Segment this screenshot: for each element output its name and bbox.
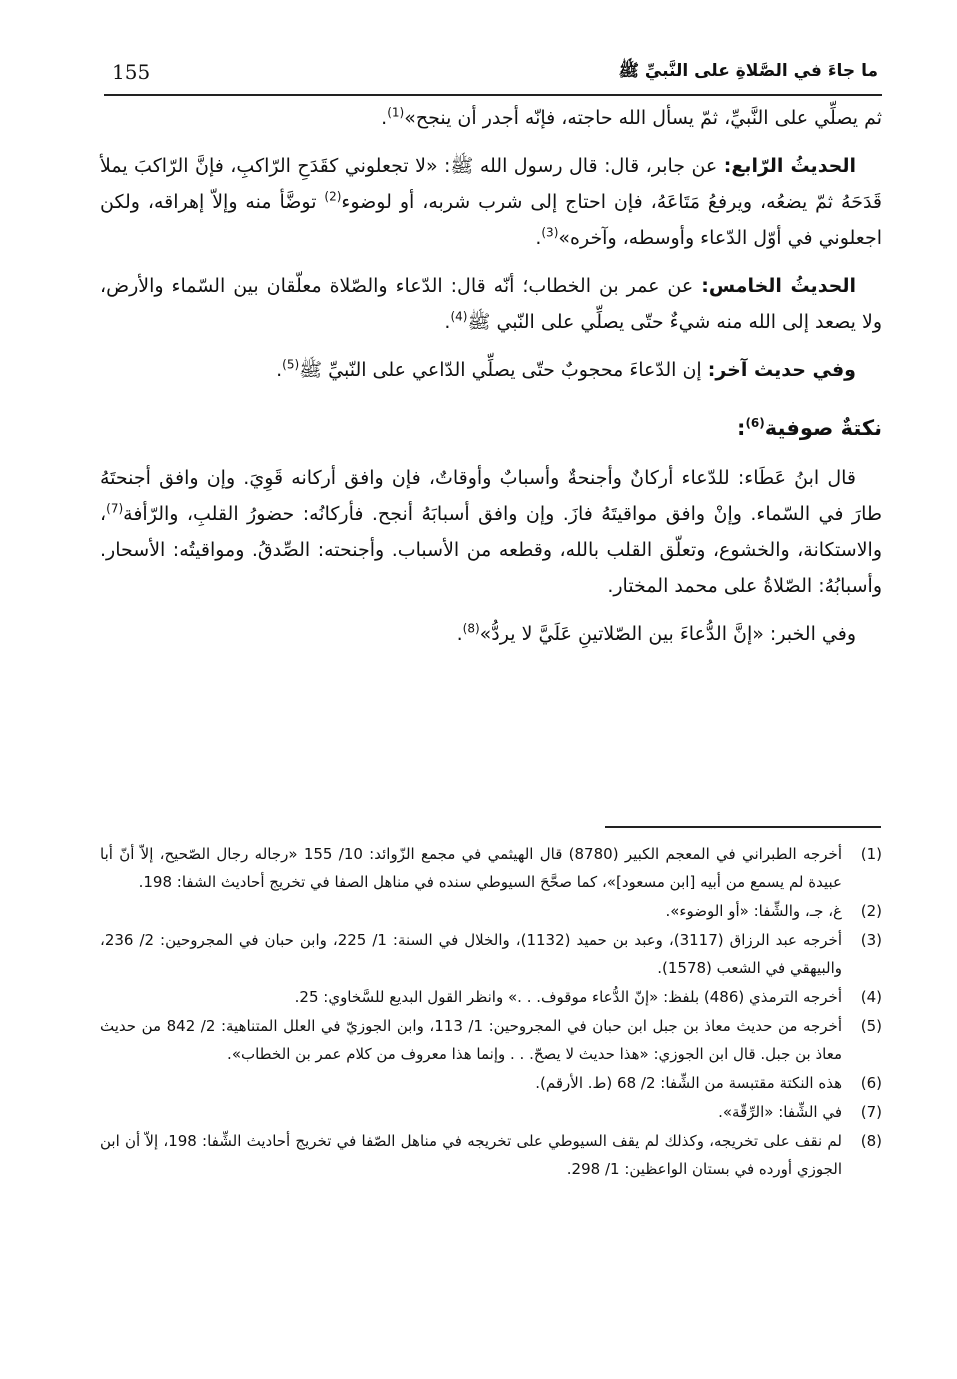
page-number: 155 [112,60,151,84]
paragraph-tail: . [381,107,388,129]
paragraph-tail: . [276,359,283,381]
hadith-label: الحديثُ الرّابع: [723,155,857,177]
footnote-text: أخرجه الترمذي (486) بلفظ: «إنّ الدُّعاء موقوف. . .» وانظر القول البديع للسَّخاوي: 25. [294,988,842,1006]
footnote-text: أخرجه الطبراني في المعجم الكبير (8780) قال الهيثمي في مجمع الزّوائد: 10/ 155 «رجاله رجال الصّحيح، إلاّ أنّ أبا عبيدة لم يسمع من أبيه [ابن مسعود]»، كما صحَّحَ السيوطي سنده في مناهل الصفا في تخريج أحاديث الشفا: 198. [100,845,842,891]
paragraph-text: عن جابر، قال: قال رسول الله ﷺ: «لا تجعلوني كقَدَحِ الرّاكبِ، فإنَّ الرّاكبَ يملأ قَدَحَهُ ثمّ يضعُه، ويرفعُ مَتَاعَهُ، فإن احتاج إلى شرب شربه، أو لوضوء [100,155,882,213]
footnote-number: (7) [860,1103,882,1121]
footnote-text: أخرجه من حديث معاذ بن جبل ابن حبان في المجروحين: 1/ 113، وابن الجوزيّ في العلل المتناهية: 2/ 842 من حديث معاذ بن جبل. قال ابن الجوزي: «هذا حديث لا يصحّ. . . وإنما هذا معروف من كلام عمر بن الخطاب». [100,1017,843,1063]
khabar-paragraph [100,616,882,652]
paragraph-tail: . [456,623,463,645]
footnote-text: أخرجه عبد الرزاق (3117)، وعبد بن حميد (1132)، والخلال في السنة: 1/ 225، وابن حبان في المجروحين: 2/ 236، والبيهقي في الشعب (1578). [100,931,842,977]
footnote-item [100,1127,882,1183]
section-heading-text: نكتةٌ صوفية [764,416,882,440]
footnote-number: (3) [860,931,882,949]
footnote-number: (6) [860,1074,882,1092]
main-text [100,100,882,652]
paragraph-text: إن الدّعاءَ محجوبٌ حتّى يصلِّي الدّاعي على النّبيِّ ﷺ [299,359,702,381]
paragraph-continuation [100,100,882,136]
footnote-number: (4) [860,988,882,1006]
another-hadith [100,352,882,388]
footnote-number: (5) [860,1017,882,1035]
footnote-item [100,926,882,982]
footnote-item [100,983,882,1011]
footnote-item [100,840,882,896]
paragraph-text-continued: ، والاستكانة، والخشوع، وتعلّق القلب بالله، وقطعه من الأسباب. وأجنحته: الصِّدقُ. ومواقيتُه: الأسحار. وأسبابُهُ: الصّلاةُ على محمد المختار. [100,503,882,597]
footnote-number: (8) [860,1132,882,1150]
hadith-label: الحديثُ الخامس: [701,275,857,297]
paragraph-tail: . [535,227,542,249]
paragraph-text: عن عمر بن الخطاب؛ أنّه قال: الدّعاء والصّلاة معلّقان بين السّماء والأرض، ولا يصعد إلى الله منه شيءٌ حتّى يصلِّي على النّبي ﷺ [100,275,882,333]
paragraph-text-continued: توضَّأ منه وإلاّ إهراقه، ولكن اجعلوني في أوّل الدّعاء وأوسطه، وآخره» [100,191,882,249]
footnote-reference: (7) [106,501,124,516]
footnote-reference: (8) [462,621,480,636]
sufi-paragraph [100,460,882,604]
footnote-reference: (2) [324,189,342,204]
paragraph-text: ثم يصلِّي على النَّبيِّ، ثمّ يسأل الله حاجته، فإنّه أجدر أن ينجح» [404,107,882,129]
page-header [104,52,882,96]
section-heading [100,410,882,446]
paragraph-text: قال ابنُ عَطَاء: للدّعاء أركانٌ وأجنحةٌ وأسبابٌ وأوقاتٌ، فإن وافق أركانه قَوِيَ. وإن وافق أجنحتَهُ طارَ في السّماء. وإنْ وافق مواقيتَهُ فازَ. وإن وافق أسبابَهُ أنجح. فأركانُه: حضورُ القلبِ، والرّأفة [100,467,882,525]
footnote-text: هذه النكتة مقتبسة من الشِّفا: 2/ 68 (ط. الأرقم). [535,1074,842,1092]
footnote-text: لم نقف على تخريجه، وكذلك لم يقف السيوطي على تخريجه في مناهل الصّفا في تخريج أحاديث الشِّفا: 198، إلاّ أن ابن الجوزي أورده في بستان الواعظين: 1/ 298. [100,1132,842,1178]
hadith-fourth [100,148,882,256]
paragraph-text: وفي الخبر: «إنَّ الدُّعاءَ بين الصّلاتينِ عَلَيَّ لا يردُّ» [479,623,856,645]
footnote-item [100,1012,882,1068]
running-title: ما جاءَ في الصَّلاةِ على النَّبيِّ ﷺ [618,61,878,81]
footnote-item [100,1069,882,1097]
footnote-item [100,897,882,925]
paragraph-tail: . [444,311,451,333]
footnote-reference: (5) [282,357,300,372]
hadith-fifth [100,268,882,340]
footnotes [100,840,882,1184]
footnote-number: (1) [860,845,882,863]
footnote-reference: (4) [450,309,468,324]
section-heading-tail: : [737,416,746,440]
footnote-item [100,1098,882,1126]
footnote-reference: (6) [745,416,765,430]
footnote-divider [605,826,881,828]
footnote-reference: (1) [387,105,405,120]
hadith-label: وفي حديث آخر: [707,359,856,381]
footnote-reference: (3) [541,225,559,240]
footnote-text: غ، جـ، والشِّفا: «أو الوضوء». [665,902,842,920]
footnote-text: في الشِّفا: «الرِّقّة». [718,1103,842,1121]
footnote-number: (2) [860,902,882,920]
